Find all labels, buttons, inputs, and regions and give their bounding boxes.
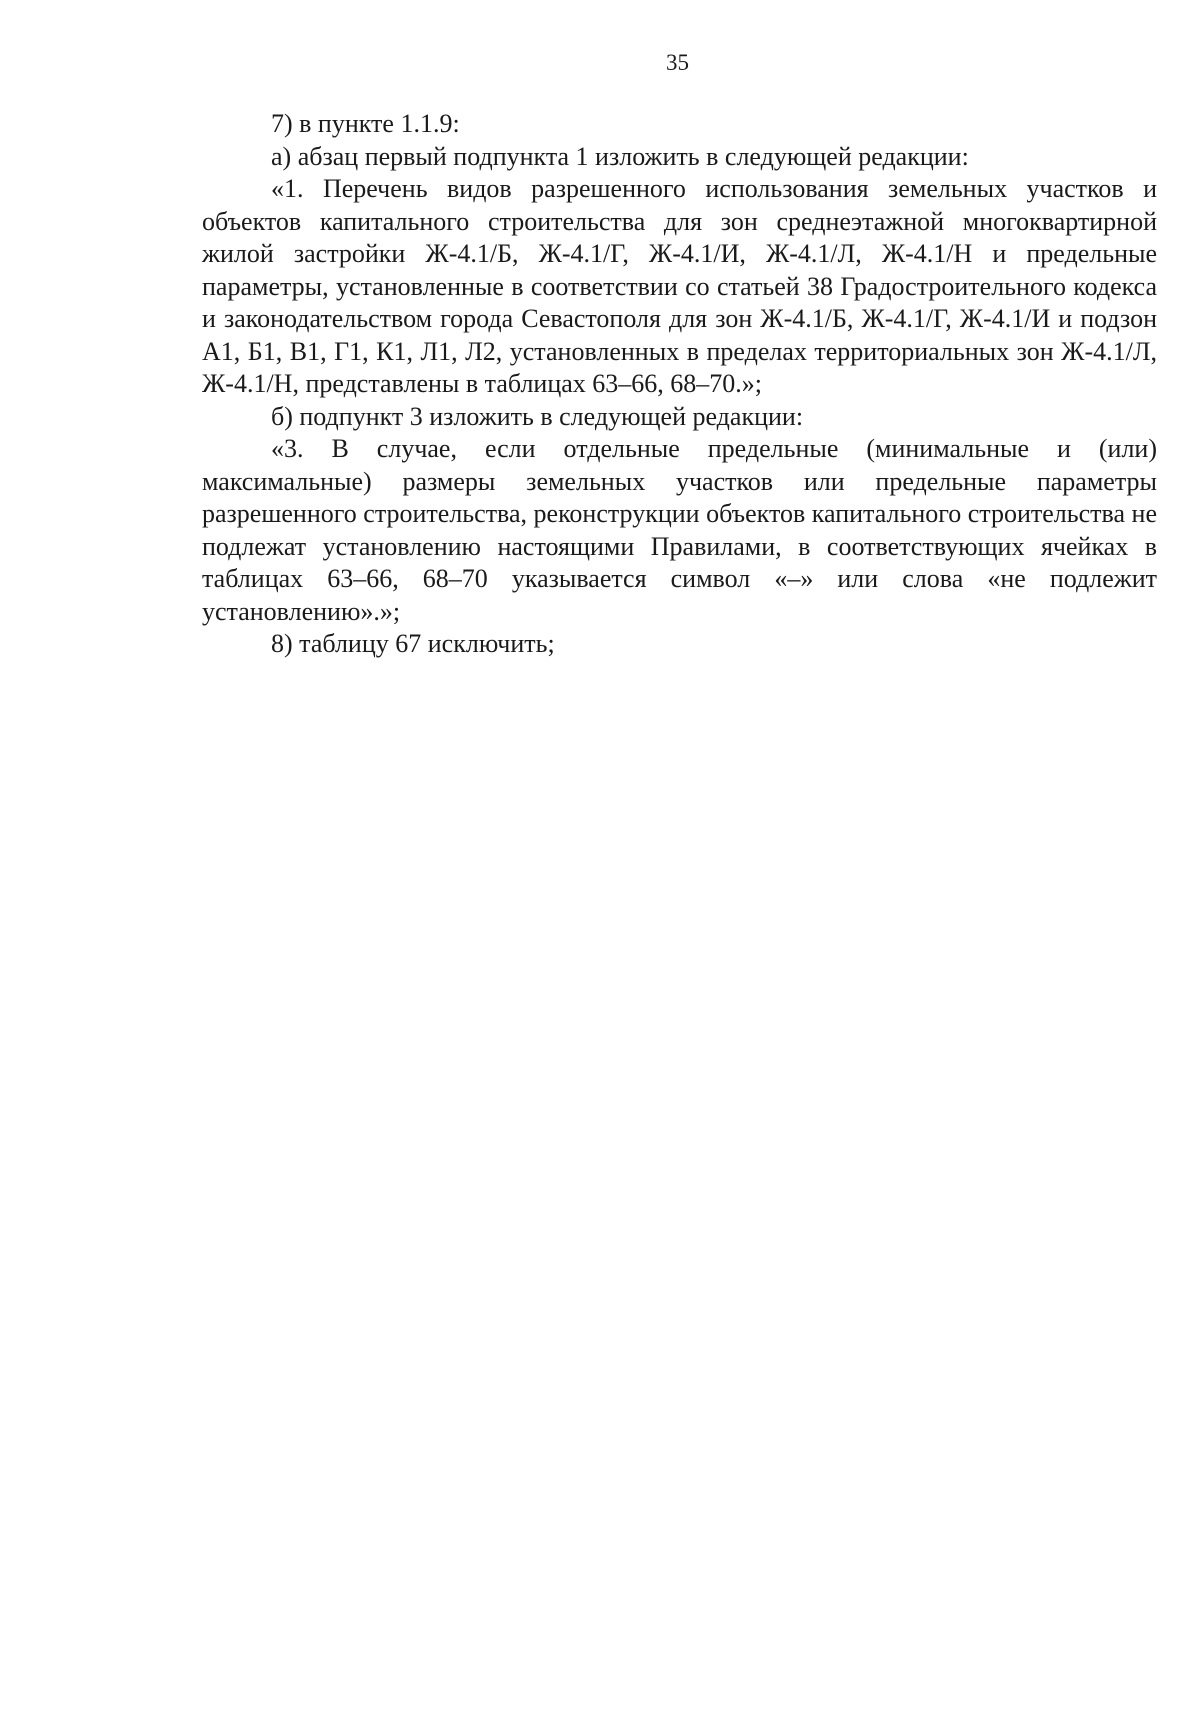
paragraph-item-8: 8) таблицу 67 исключить;	[271, 629, 555, 658]
paragraph-quote-3: «3. В случае, если отдельные предельные (минимальные и (или) максимальные) размеры земельных участков или предельные параметры разрешенного строительства, реконструкции объектов капитального строительства не подлежат установлению настоящими Правилами, в соответствующих ячейках в таблицах 63–66, 68–70 указывается символ «–» или слова «не подлежит установлению».»;	[202, 434, 1157, 626]
document-body	[202, 108, 1157, 661]
paragraph-subitem-a: а) абзац первый подпункта 1 изложить в следующей редакции:	[271, 141, 969, 171]
page-number: 35	[666, 50, 689, 75]
paragraph-item-7: 7) в пункте 1.1.9:	[271, 109, 460, 138]
paragraph-quote-1: «1. Перечень видов разрешенного использования земельных участков и объектов капитального строительства для зон среднеэтажной многоквартирной жилой застройки Ж-4.1/Б, Ж-4.1/Г, Ж-4.1/И, Ж-4.1/Л, Ж-4.1/Н и предельные параметры, установленные в соответствии со статьей 38 Градостроительного кодекса и законодательством города Севастополя для зон Ж-4.1/Б, Ж-4.1/Г, Ж-4.1/И и подзон А1, Б1, В1, Г1, К1, Л1, Л2, установленных в пределах территориальных зон Ж-4.1/Л, Ж-4.1/Н, представлены в таблицах 63–66, 68–70.»;	[202, 174, 1157, 398]
paragraph-subitem-b: б) подпункт 3 изложить в следующей редакции:	[271, 401, 804, 431]
